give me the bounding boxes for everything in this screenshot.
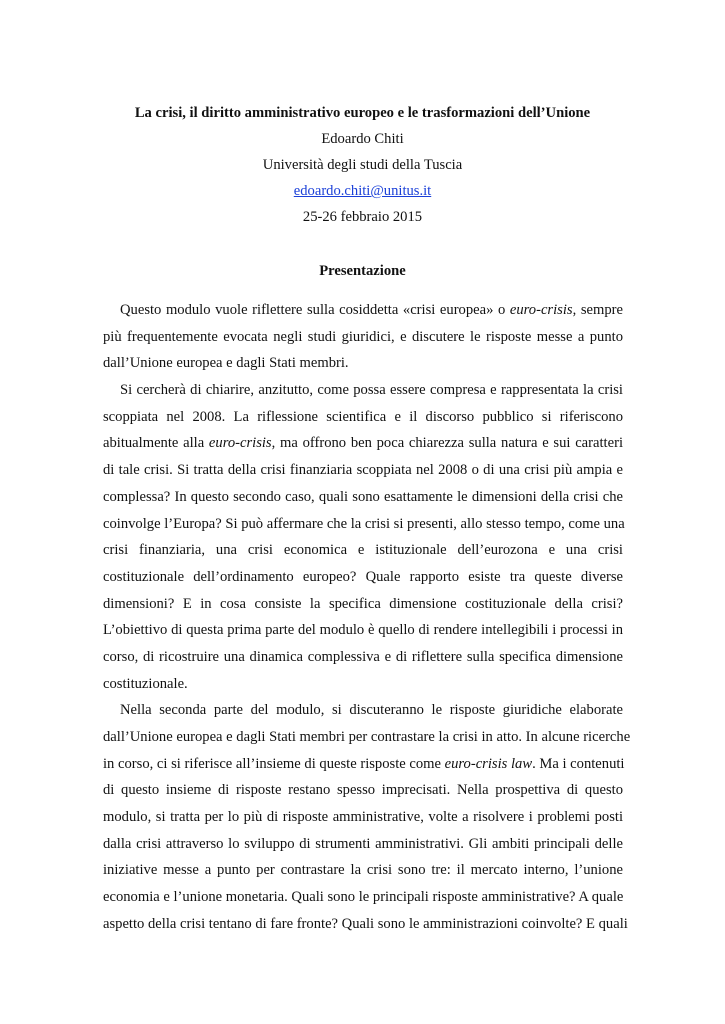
text-line: economia e l’unione monetaria. Quali sono le principali risposte amministrative? A quale xyxy=(103,889,624,906)
document-title: La crisi, il diritto amministrativo europeo e le trasformazioni dell’Unione xyxy=(134,105,591,121)
text-line: aspetto della crisi tentano di fare fronte? Quali sono le amministrazioni coinvolte? E quali xyxy=(103,915,628,932)
text-line: in corso, ci si riferisce all’insieme di queste risposte come euro-crisis law. Ma i contenuti xyxy=(103,755,625,772)
emphasis: euro-crisis law xyxy=(444,755,533,772)
text-line: L’obiettivo di questa prima parte del modulo è quello di rendere intellegibili i processi in xyxy=(103,622,623,639)
text-line: di tale crisi. Si tratta della crisi finanziaria scoppiata nel 2008 o di una crisi più ampia e xyxy=(103,462,623,479)
text-line: dalla crisi attraverso lo sviluppo di strumenti amministrativi. Gli ambiti principali delle xyxy=(103,835,623,852)
text-line: scoppiata nel 2008. La riflessione scientifica e il discorso pubblico si riferiscono xyxy=(103,408,623,425)
paragraph xyxy=(103,377,623,697)
section-heading: Presentazione xyxy=(319,263,406,279)
text-line: abitualmente alla euro-crisis, ma offrono ben poca chiarezza sulla natura e sui caratteri xyxy=(103,435,623,452)
paragraph xyxy=(103,297,623,377)
text-line: costituzionale dell’ordinamento europeo? Quale rapporto esiste tra queste diverse xyxy=(103,568,623,585)
paragraph xyxy=(103,697,631,937)
text-line: di questo insieme di risposte restano spesso imprecisati. Nella prospettiva di questo xyxy=(103,782,623,799)
text-line: modulo, si tratta per lo più di risposte amministrative, volte a risolvere i problemi posti xyxy=(103,809,623,826)
text-line: dall’Unione europea e dagli Stati membri per contrastare la crisi in atto. In alcune ricerche xyxy=(103,729,631,745)
emphasis: euro-crisis xyxy=(509,302,573,318)
text-line: complessa? In questo secondo caso, quali sono esattamente le dimensioni della crisi che xyxy=(103,488,623,505)
author-name: Edoardo Chiti xyxy=(321,131,404,147)
text-line: dall’Unione europea e dagli Stati membri. xyxy=(103,355,349,372)
emphasis: euro-crisis xyxy=(208,435,272,452)
text-line: Nella seconda parte del modulo, si discuteranno le risposte giuridiche elaborate xyxy=(120,702,623,719)
text-line: corso, di ricostruire una dinamica complessiva e di riflettere sulla specifica dimensione xyxy=(103,648,623,665)
text-line: iniziative messe a punto per contrastare la crisi sono tre: il mercato interno, l’unione xyxy=(103,862,623,879)
text-line: crisi finanziaria, una crisi economica e istituzionale dell’eurozona e una crisi xyxy=(103,542,623,559)
text-line: coinvolge l’Europa? Si può affermare che la crisi si presenti, allo stesso tempo, come una xyxy=(103,515,625,532)
author-affiliation: Università degli studi della Tuscia xyxy=(262,157,463,173)
text-line: dimensioni? E in cosa consiste la specifica dimensione costituzionale della crisi? xyxy=(103,595,623,612)
text-line: Questo modulo vuole riflettere sulla cosiddetta «crisi europea» o euro-crisis, sempre xyxy=(120,302,623,318)
document-header xyxy=(0,100,725,230)
body-text xyxy=(103,297,631,938)
text-line: più frequentemente evocata negli studi giuridici, e discutere le risposte messe a punto xyxy=(103,328,623,345)
document-date: 25-26 febbraio 2015 xyxy=(302,209,423,225)
text-line: Si cercherà di chiarire, anzitutto, come possa essere compresa e rappresentata la crisi xyxy=(120,382,623,399)
author-email-link[interactable]: edoardo.chiti@unitus.it xyxy=(293,183,432,199)
text-line: costituzionale. xyxy=(103,675,188,692)
